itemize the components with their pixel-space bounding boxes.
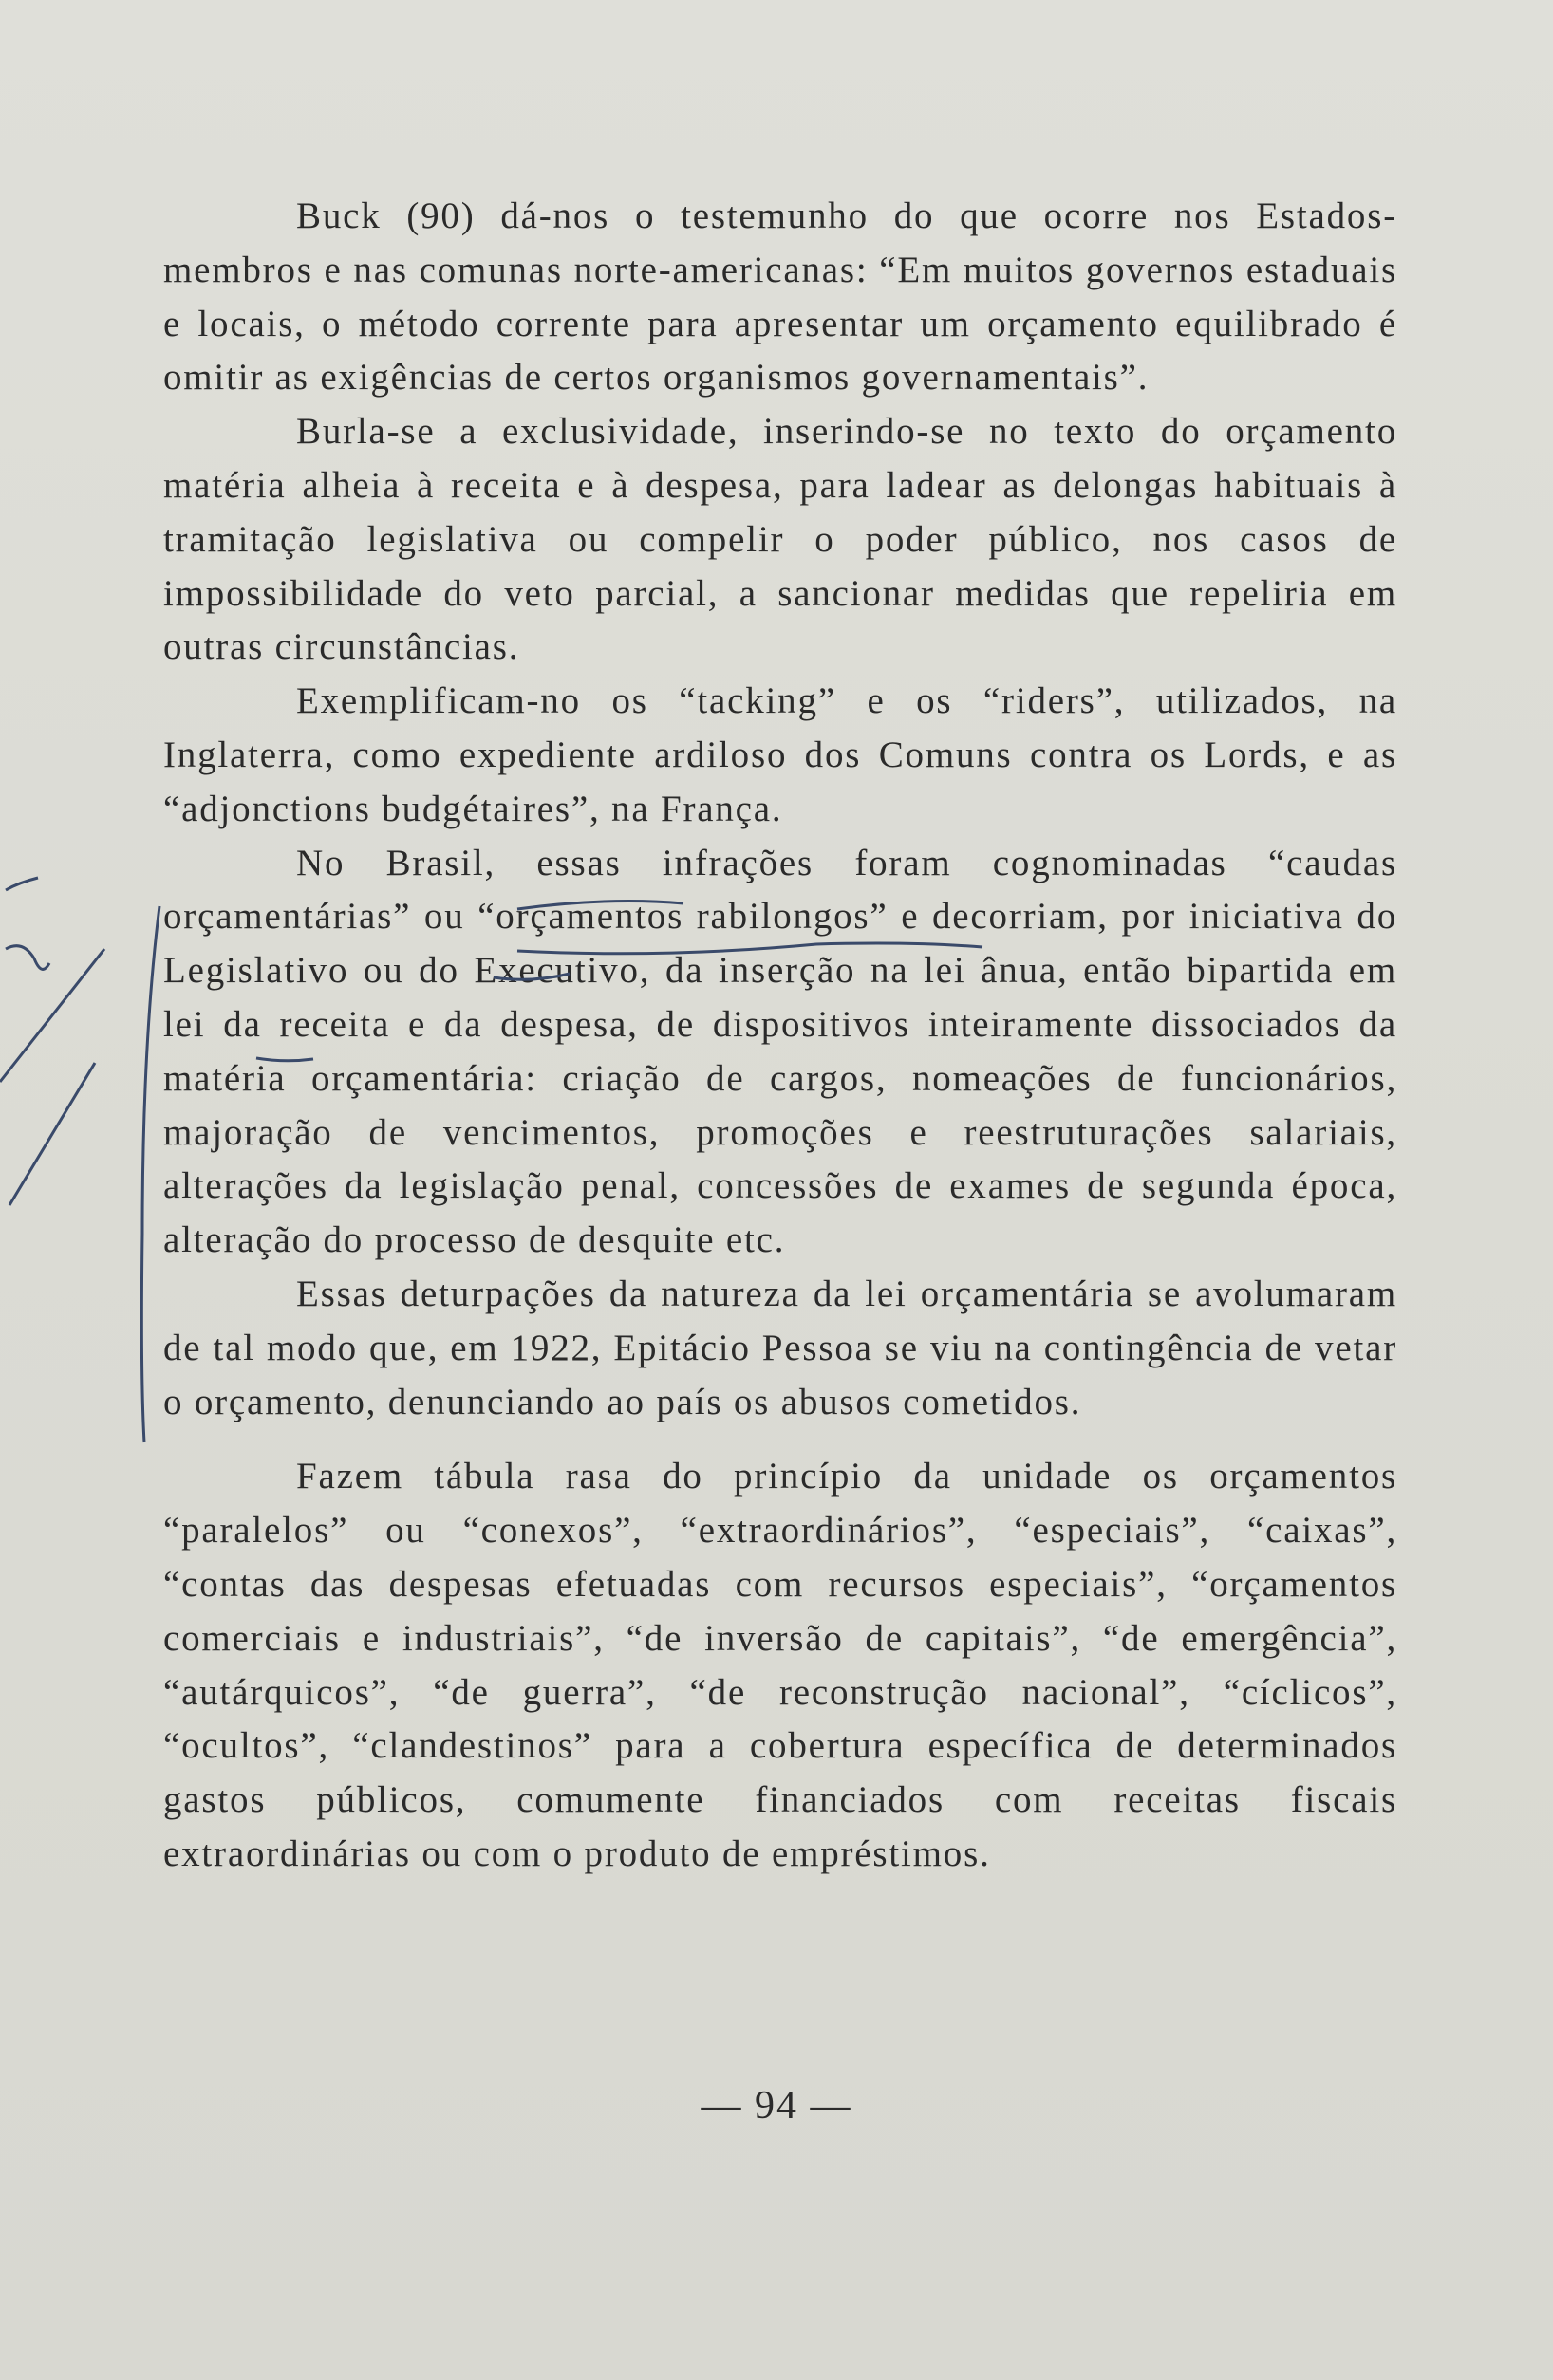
margin-diagonal-line [0,949,104,1082]
underline-mark [494,974,570,979]
page-number: — 94 — [701,2084,852,2128]
paragraph-tabula-rasa: Fazem tábula rasa do princípio da unidade os orçamentos “paralelos” ou “conexos”, “extraordinários”, “especiais”, “caixas”, “contas das despesas efetuadas com recursos especiais”, “orçamentos comerciais e industriais”, “de inversão de capitais”, “de emergência”, “autárquicos”, “de guerra”, “de reconstrução nacional”, “cíclicos”, “ocultos”, “clandestinos” para a cobertura específica de determinados gastos públicos, comumente financiados com receitas fiscais extraordinárias ou com o produto de empréstimos. [163,1456,1397,1874]
underline-mark [256,1058,313,1061]
margin-pencil-mark [6,878,38,890]
underline-mark [517,902,683,909]
margin-bracket-line [141,906,159,1442]
paragraph-deturpacoes: Essas deturpações da natureza da lei orçamentária se avolumaram de tal modo que, em 1922, Epitácio Pessoa se viu na contingência de vetar o orçamento, denunciando ao país os abusos cometidos. [163,1273,1397,1422]
underline-mark [517,943,982,954]
margin-pencil-scribble [6,946,49,970]
paragraph-brasil: No Brasil, essas infrações foram cognominadas “caudas orçamentárias” ou “orçamentos rabilongos” e decorriam, por iniciativa do Legislativo ou do Executivo, da inserção na lei ânua, então bipartida em lei da receita e da despesa, de dispositivos inteiramente dissociados da matéria orçamentária: criação de cargos, nomeações de funcionários, majoração de vencimentos, promoções e reestruturações salariais, alterações da legislação penal, concessões de exames de segunda época, alteração do processo de desquite etc. [163,842,1397,1261]
paragraph-exemplificam: Exemplificam-no os “tacking” e os “riders”, utilizados, na Inglaterra, como expediente ardiloso dos Comuns contra os Lords, e as “adjonctions budgétaires”, na França. [163,680,1397,829]
paragraph-buck: Buck (90) dá-nos o testemunho do que ocorre nos Estados-membros e nas comunas norte-americanas: “Em muitos governos estaduais e locais, o método corrente para apresentar um orçamento equilibrado é omitir as exigências de certos organismos governamentais”. [163,195,1397,399]
margin-diagonal-line [9,1063,95,1205]
paragraph-burla: Burla-se a exclusividade, inserindo-se no texto do orçamento matéria alheia à receita e à despesa, para ladear as delongas habituais à tramitação legislativa ou compelir o poder público, nos casos de impossibilidade do veto parcial, a sancionar medidas que repeliria em outras circunstâncias. [163,411,1397,668]
